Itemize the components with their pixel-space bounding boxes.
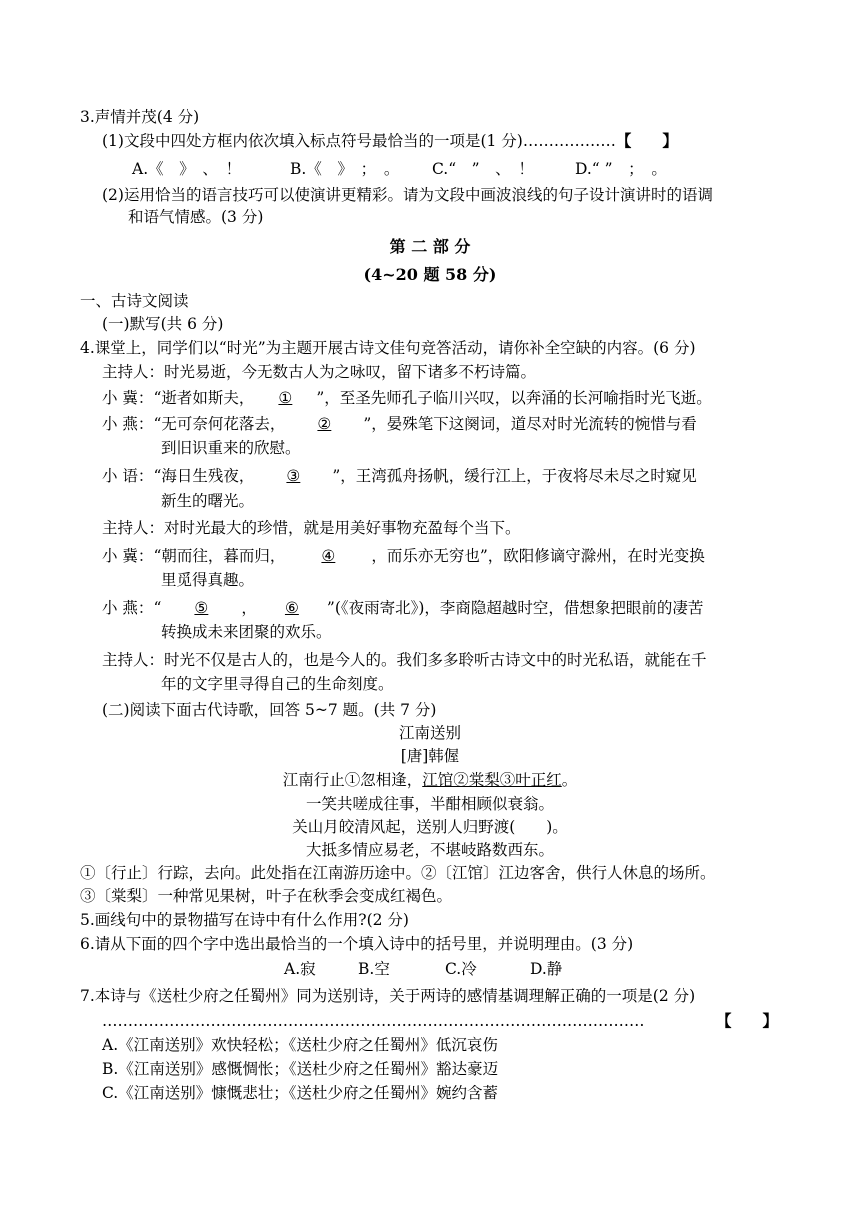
quote-text: “海日生残夜，	[153, 467, 255, 485]
poem-note-1: ①〔行止〕行踪，去向。此处指在江南游历途中。②〔江馆〕江边客舍，供行人休息的场所。	[80, 864, 716, 882]
blank-6[interactable]: ⑥	[284, 599, 299, 617]
q4-host3-line2: 年的文字里寻得自己的生命刻度。	[161, 675, 394, 693]
poem-line-2: 一笑共嗟成往事，半酣相顾似衰翁。	[305, 795, 554, 813]
part2-title: 第 二 部 分	[389, 237, 471, 256]
q7-option-b[interactable]: B.《江南送别》感慨惆怅；《送杜少府之任蜀州》豁达豪迈	[102, 1060, 499, 1078]
q4-host2: 主持人：对时光最大的珍惜，就是用美好事物充盈每个当下。	[102, 519, 521, 537]
q5-text: 5.画线句中的景物描写在诗中有什么作用?(2 分)	[80, 911, 409, 929]
quote-text: “朝而往，暮而归，	[153, 547, 286, 565]
poem-line-1	[0, 769, 860, 791]
q4-xiaoyan-2-cont: 转换成未来团聚的欢乐。	[161, 623, 332, 641]
q4-intro: 4.课堂上，同学们以“时光”为主题开展古诗文佳句竞答活动，请你补全空缺的内容。(6 分)	[80, 339, 696, 357]
blank-1[interactable]: ①	[278, 389, 293, 407]
q7-text: 7.本诗与《送杜少府之任蜀州》同为送别诗，关于两诗的感情基调理解正确的一项是(2 分)	[80, 987, 696, 1005]
q6-option-a[interactable]: A.寂	[284, 960, 316, 978]
part2-subtitle: (4~20 题 58 分)	[363, 265, 497, 284]
q3-option-c[interactable]: C.“ ” 、 ！	[432, 160, 534, 178]
q4-host1: 主持人：时光易逝，今无数古人为之咏叹，留下诸多不朽诗篇。	[102, 363, 537, 381]
section1-sub1: (一)默写(共 6 分)	[102, 315, 224, 333]
quote-text: “无可奈何花落去，	[153, 415, 286, 433]
poem-note-2: ③〔棠梨〕一种常见果树，叶子在秋季会变成红褐色。	[80, 887, 453, 905]
poem-line-1-post: 。	[561, 771, 578, 789]
speaker-label: 小 冀：	[102, 547, 154, 565]
blank-5[interactable]: ⑤	[194, 599, 209, 617]
q4-xiaoyan-2	[102, 597, 703, 619]
speaker-label: 小 冀：	[102, 389, 154, 407]
quote-text: ”，王湾孤舟扬帆，缓行江上，于夜将尽未尽之时窥见	[332, 467, 697, 485]
q3-sub1	[102, 130, 678, 152]
quote-text: “逝者如斯夫，	[153, 389, 255, 407]
q3-sub2-line2: 和语气情感。(3 分)	[128, 208, 264, 226]
speaker-label: 小 燕：	[102, 415, 154, 433]
poem-line-3: 关山月皎清风起，送别人归野渡( )。	[292, 818, 568, 836]
q6-option-d[interactable]: D.静	[530, 960, 563, 978]
q4-xiaoyan-1	[102, 413, 697, 435]
poem-intro: (二)阅读下面古代诗歌，回答 5~7 题。(共 7 分)	[102, 701, 437, 719]
q6-text: 6.请从下面的四个字中选出最恰当的一个填入诗中的括号里，并说明理由。(3 分)	[80, 935, 634, 953]
q7-dots: ……………………………………………………………………………………………	[102, 1012, 645, 1030]
quote-text: ”，晏殊笔下这阕词，道尽对时光流转的惋惜与看	[363, 415, 697, 433]
q3-sub2-line1: (2)运用恰当的语言技巧可以使演讲更精彩。请为文段中画波浪线的句子设计演讲时的语调	[102, 186, 713, 204]
q7-answer-bracket[interactable]: 【 】	[716, 1011, 779, 1030]
quote-text: ”(《夜雨寄北》)，李商隐超越时空，借想象把眼前的凄苦	[326, 599, 704, 617]
section1-title: 一、古诗文阅读	[80, 292, 189, 310]
q3-option-a[interactable]: A.《 》 、 ！	[132, 160, 242, 178]
speaker-label: 小 燕：	[102, 599, 154, 617]
poem-title: 江南送别	[398, 724, 461, 742]
q3-sub1-text: (1)文段中四处方框内依次填入标点符号最恰当的一项是(1 分)………………	[102, 132, 616, 150]
q3-option-d[interactable]: D.“ ” ； 。	[575, 160, 667, 178]
q3-option-b[interactable]: B.《 》 ； 。	[290, 160, 400, 178]
q4-xiaoyu	[102, 465, 697, 487]
q4-xiaoyu-cont: 新生的曙光。	[161, 492, 255, 510]
quote-text: “	[153, 599, 162, 617]
q3-sub1-answer-bracket[interactable]: 【 】	[615, 131, 678, 150]
poem-line-1-pre: 江南行止①忽相逢，	[282, 771, 423, 789]
q4-xiaoji-1	[102, 387, 712, 409]
poem-line-1-underlined: 江馆②棠梨③叶正红	[422, 771, 562, 789]
q3-title: 3.声情并茂(4 分)	[80, 108, 200, 126]
blank-3[interactable]: ③	[286, 467, 301, 485]
q4-xiaoji-2	[102, 545, 705, 567]
quote-text: ，	[241, 599, 257, 617]
q7-option-c[interactable]: C.《江南送别》慷慨悲壮；《送杜少府之任蜀州》婉约含蓄	[102, 1084, 498, 1102]
q4-host3-line1: 主持人：时光不仅是古人的，也是今人的。我们多多聆听古诗文中的时光私语，就能在千	[102, 651, 707, 669]
quote-text: ，而乐亦无穷也”，欧阳修谪守滁州，在时光变换	[371, 547, 705, 565]
q7-option-a[interactable]: A.《江南送别》欢快轻松；《送杜少府之任蜀州》低沉哀伤	[102, 1036, 498, 1054]
blank-2[interactable]: ②	[317, 415, 332, 433]
q4-xiaoyan-1-cont: 到旧识重来的欣慰。	[161, 439, 301, 457]
q6-option-c[interactable]: C.冷	[445, 960, 477, 978]
poem-author: [唐]韩偓	[400, 747, 460, 765]
quote-text: ”，至圣先师孔子临川兴叹，以奔涌的长河喻指时光飞逝。	[316, 389, 712, 407]
blank-4[interactable]: ④	[321, 547, 336, 565]
poem-line-4: 大抵多情应易老，不堪岐路数西东。	[305, 841, 554, 859]
speaker-label: 小 语：	[102, 467, 154, 485]
q6-option-b[interactable]: B.空	[358, 960, 390, 978]
q4-xiaoji-2-cont: 里觅得真趣。	[161, 571, 255, 589]
